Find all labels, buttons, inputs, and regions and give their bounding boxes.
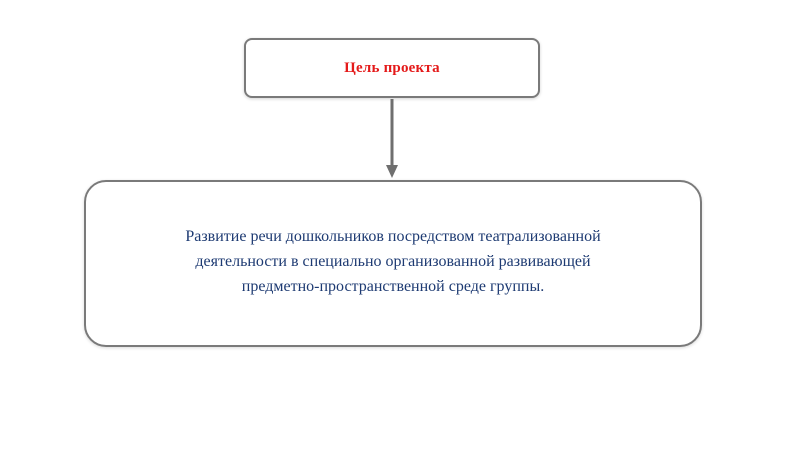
- description-node: [84, 180, 702, 347]
- goal-node-label: Цель проекта: [344, 59, 440, 76]
- goal-node: [244, 38, 540, 98]
- description-line-2: деятельности в специально организованной развивающей: [195, 253, 591, 270]
- description-text: [113, 224, 673, 299]
- arrow-down-icon: [386, 165, 398, 178]
- description-line-1: Развитие речи дошкольников посредством театрализованной: [185, 228, 601, 245]
- description-line-3: предметно-пространственной среде группы.: [241, 278, 545, 295]
